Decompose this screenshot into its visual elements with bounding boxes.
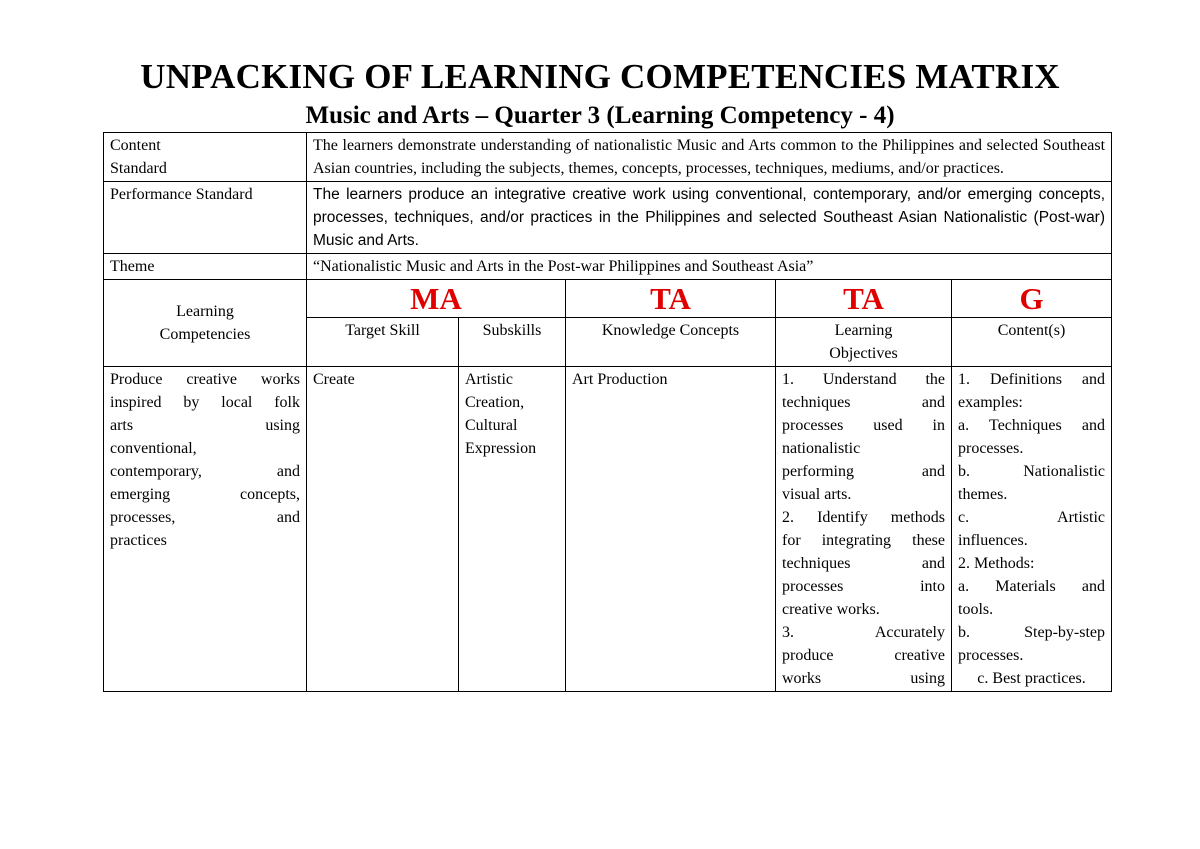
content-standard-text: The learners demonstrate understanding of nationalistic Music and Arts common to the Philippines and selected Southeast Asian countries, including the subjects, themes, concepts, processes, techniques, mediums, and/or practices. bbox=[307, 133, 1112, 182]
learning-competencies-label: Learning Competencies bbox=[104, 280, 307, 367]
performance-standard-text: The learners produce an integrative creative work using conventional, contemporary, and/or emerging concepts, processes, techniques, and/or practices in the Philippines and selected Southeast Asian Nationalistic (Post-war) Music and Arts. bbox=[307, 182, 1112, 254]
knowledge-concepts-cell: Art Production bbox=[566, 367, 776, 692]
knowledge-concepts-header: Knowledge Concepts bbox=[566, 318, 776, 367]
theme-label: Theme bbox=[104, 254, 307, 280]
content-standard-row bbox=[104, 133, 1112, 182]
competency-cell: Produce creative works inspired by local folk arts using conventional, contemporary, and emerging concepts, processes, and practices bbox=[104, 367, 307, 692]
performance-standard-label: Performance Standard bbox=[104, 182, 307, 254]
ma-heading: MA bbox=[307, 280, 566, 318]
theme-text: “Nationalistic Music and Arts in the Post-war Philippines and Southeast Asia” bbox=[307, 254, 1112, 280]
subskills-header: Subskills bbox=[459, 318, 566, 367]
ta-heading-1: TA bbox=[566, 280, 776, 318]
ta-heading-2: TA bbox=[776, 280, 952, 318]
competencies-matrix bbox=[103, 132, 1112, 692]
target-skill-header: Target Skill bbox=[307, 318, 459, 367]
performance-standard-row bbox=[104, 182, 1112, 254]
g-heading: G bbox=[952, 280, 1112, 318]
learning-objectives-cell: 1. Understand the techniques and processes used in nationalistic performing and visual arts. 2. Identify methods for integrating these techniques and processes into creative works. 3. Accurately produce creative works using bbox=[776, 367, 952, 692]
subskills-cell: Artistic Creation, Cultural Expression bbox=[459, 367, 566, 692]
page-subtitle: Music and Arts – Quarter 3 (Learning Competency - 4) bbox=[305, 102, 895, 129]
learning-objectives-header: Learning Objectives bbox=[776, 318, 952, 367]
target-skill-cell: Create bbox=[307, 367, 459, 692]
matag-header-row bbox=[104, 280, 1112, 318]
competency-row bbox=[104, 367, 1112, 692]
page-title: UNPACKING OF LEARNING COMPETENCIES MATRIX bbox=[140, 57, 1060, 96]
contents-cell: 1. Definitions and examples: a. Techniques and processes. b. Nationalistic themes. c. Artistic influences. 2. Methods: a. Materials and tools. b. Step-by-step processes. c. Best practices. bbox=[952, 367, 1112, 692]
contents-header: Content(s) bbox=[952, 318, 1112, 367]
theme-row bbox=[104, 254, 1112, 280]
content-standard-label: Content Standard bbox=[104, 133, 307, 182]
